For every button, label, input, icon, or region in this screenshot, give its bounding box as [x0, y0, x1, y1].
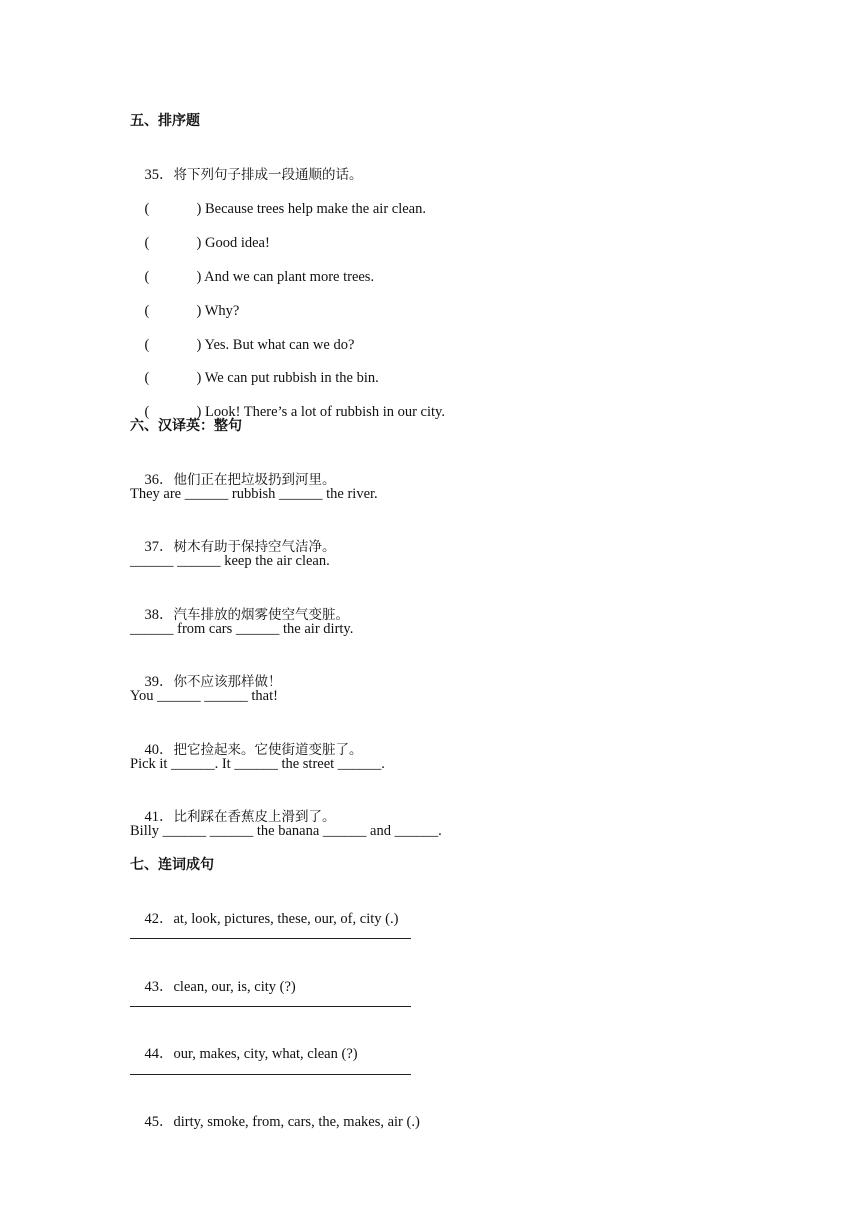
- chinese-sentence: 你不应该那样做！: [173, 674, 282, 690]
- paren-close: ): [196, 235, 202, 251]
- paren-open: (: [144, 269, 150, 285]
- item-text: Yes. But what can we do?: [204, 337, 355, 353]
- section-title: 五、排序题: [130, 113, 200, 129]
- question-43: [130, 957, 296, 1017]
- section-title: 六、汉译英：整句: [130, 418, 242, 434]
- question-45: [130, 1092, 420, 1152]
- question-number: 42．: [144, 911, 174, 927]
- chinese-sentence: 汽车排放的烟雾使空气变脏。: [173, 607, 349, 623]
- english-fill-blank: ______ ______ keep the air clean.: [130, 553, 330, 569]
- question-number: 43．: [144, 979, 174, 995]
- item-text: And we can plant more trees.: [204, 269, 375, 285]
- answer-line: [130, 1006, 411, 1007]
- english-fill-blank: You ______ ______ that!: [130, 688, 278, 704]
- paren-close: ): [196, 404, 202, 420]
- question-number: 35．: [144, 167, 174, 183]
- paren-close: ): [196, 269, 202, 285]
- word-list: at, look, pictures, these, our, of, city (.): [173, 911, 399, 927]
- english-fill-blank: Pick it ______. It ______ the street ______.: [130, 756, 385, 772]
- question-number: 41．: [144, 809, 174, 825]
- question-number: 38．: [144, 607, 174, 623]
- question-number: 45．: [144, 1114, 174, 1130]
- question-number: 37．: [144, 539, 174, 555]
- paren-open: (: [144, 303, 150, 319]
- paren-close: ): [196, 201, 202, 217]
- chinese-sentence: 比利踩在香蕉皮上滑到了。: [173, 809, 336, 825]
- item-text: We can put rubbish in the bin.: [204, 370, 379, 386]
- paren-close: ): [196, 337, 202, 353]
- item-text: Why?: [204, 303, 240, 319]
- word-list: dirty, smoke, from, cars, the, makes, air (.): [173, 1114, 420, 1130]
- english-fill-blank: ______ from cars ______ the air dirty.: [130, 621, 354, 637]
- chinese-sentence: 把它捡起来。它使街道变脏了。: [173, 742, 363, 758]
- word-list: our, makes, city, what, clean (?): [173, 1046, 358, 1062]
- english-fill-blank: They are ______ rubbish ______ the river.: [130, 486, 378, 502]
- section-title: 七、连词成句: [130, 857, 214, 873]
- chinese-sentence: 树木有助于保持空气洁净。: [173, 539, 336, 555]
- paren-open: (: [144, 337, 150, 353]
- question-number: 40．: [144, 742, 174, 758]
- question-44: [130, 1024, 358, 1084]
- english-fill-blank: Billy ______ ______ the banana ______ and ______.: [130, 823, 442, 839]
- paren-close: ): [196, 370, 202, 386]
- question-number: 36．: [144, 472, 174, 488]
- question-42: [130, 889, 398, 949]
- item-text: Because trees help make the air clean.: [204, 201, 426, 217]
- word-list: clean, our, is, city (?): [173, 979, 296, 995]
- answer-line: [130, 938, 411, 939]
- paren-open: (: [144, 235, 150, 251]
- paren-open: (: [144, 201, 150, 217]
- question-number: 39．: [144, 674, 174, 690]
- question-number: 44．: [144, 1046, 174, 1062]
- paren-open: (: [144, 370, 150, 386]
- chinese-sentence: 他们正在把垃圾扔到河里。: [173, 472, 336, 488]
- paren-close: ): [196, 303, 202, 319]
- item-text: Look! There’s a lot of rubbish in our city.: [204, 404, 445, 420]
- item-text: Good idea!: [204, 235, 270, 251]
- answer-line: [130, 1074, 411, 1075]
- paren-open: (: [144, 404, 150, 420]
- question-prompt: 将下列句子排成一段通顺的话。: [173, 167, 363, 183]
